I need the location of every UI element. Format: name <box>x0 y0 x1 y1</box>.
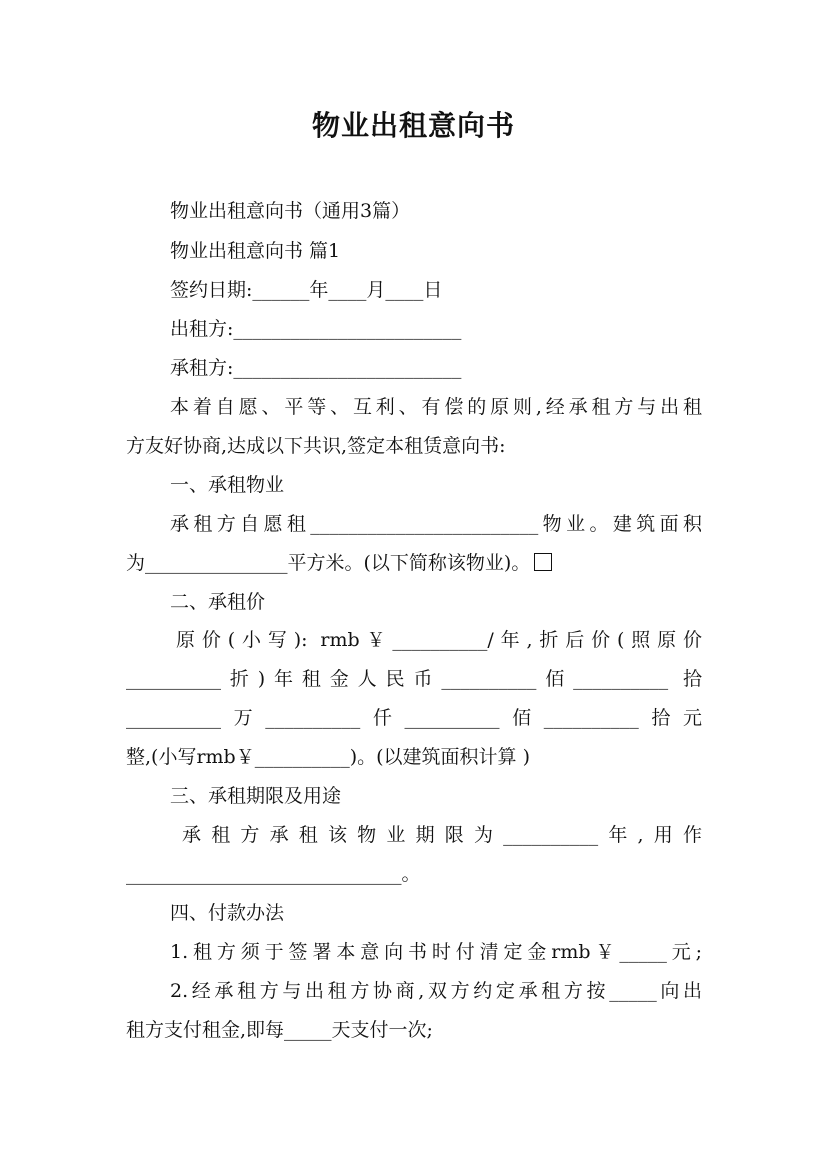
paragraph-line <box>126 548 702 578</box>
paragraph-line: __________折)年租金人民币__________佰__________ 拾 <box>126 668 702 690</box>
paragraph-line: _____________________________。 <box>126 863 421 885</box>
clause-heading: 四、付款办法 <box>170 902 285 924</box>
paragraph-line: 整,(小写rmb￥__________)。(以建筑面积计算 ) <box>126 746 530 768</box>
paragraph-line: 租方支付租金,即每_____天支付一次; <box>126 1019 433 1041</box>
paragraph-line: 本着自愿、平等、互利、有偿的原则,经承租方与出租 <box>170 396 702 418</box>
paragraph-line: 承租方自愿租________________________物业。建筑面积 <box>170 513 702 535</box>
lessee-line: 承租方:________________________ <box>170 357 462 379</box>
signing-date-line: 签约日期:______年____月____日 <box>170 279 443 301</box>
clause-heading: 三、承租期限及用途 <box>170 785 342 807</box>
paragraph-line: 方友好协商,达成以下共识,签定本租赁意向书: <box>126 435 506 457</box>
document-title: 物业出租意向书 <box>311 109 515 142</box>
lessor-line: 出租方:________________________ <box>170 318 462 340</box>
paragraph-line: 2.经承租方与出租方协商,双方约定承租方按_____向出 <box>170 980 702 1002</box>
clause-heading: 一、承租物业 <box>170 474 285 496</box>
section-heading: 物业出租意向书 篇1 <box>170 240 341 262</box>
checkbox[interactable] <box>534 553 552 571</box>
paragraph-line: 承租方承租该物业期限为__________年,用作 <box>182 824 702 846</box>
clause-heading: 二、承租价 <box>170 591 266 613</box>
subtitle-line: 物业出租意向书（通用3篇） <box>170 200 411 222</box>
paragraph-line: 1.租方须于签署本意向书时付清定金rmb￥_____元; <box>170 941 702 963</box>
paragraph-line: 原价(小写): rmb￥__________/年,折后价(照原价 <box>176 629 702 651</box>
paragraph-text: 为_______________平方米。(以下简称该物业)。 <box>126 552 531 574</box>
paragraph-line: __________万__________仟__________佰__________拾元 <box>126 707 702 729</box>
